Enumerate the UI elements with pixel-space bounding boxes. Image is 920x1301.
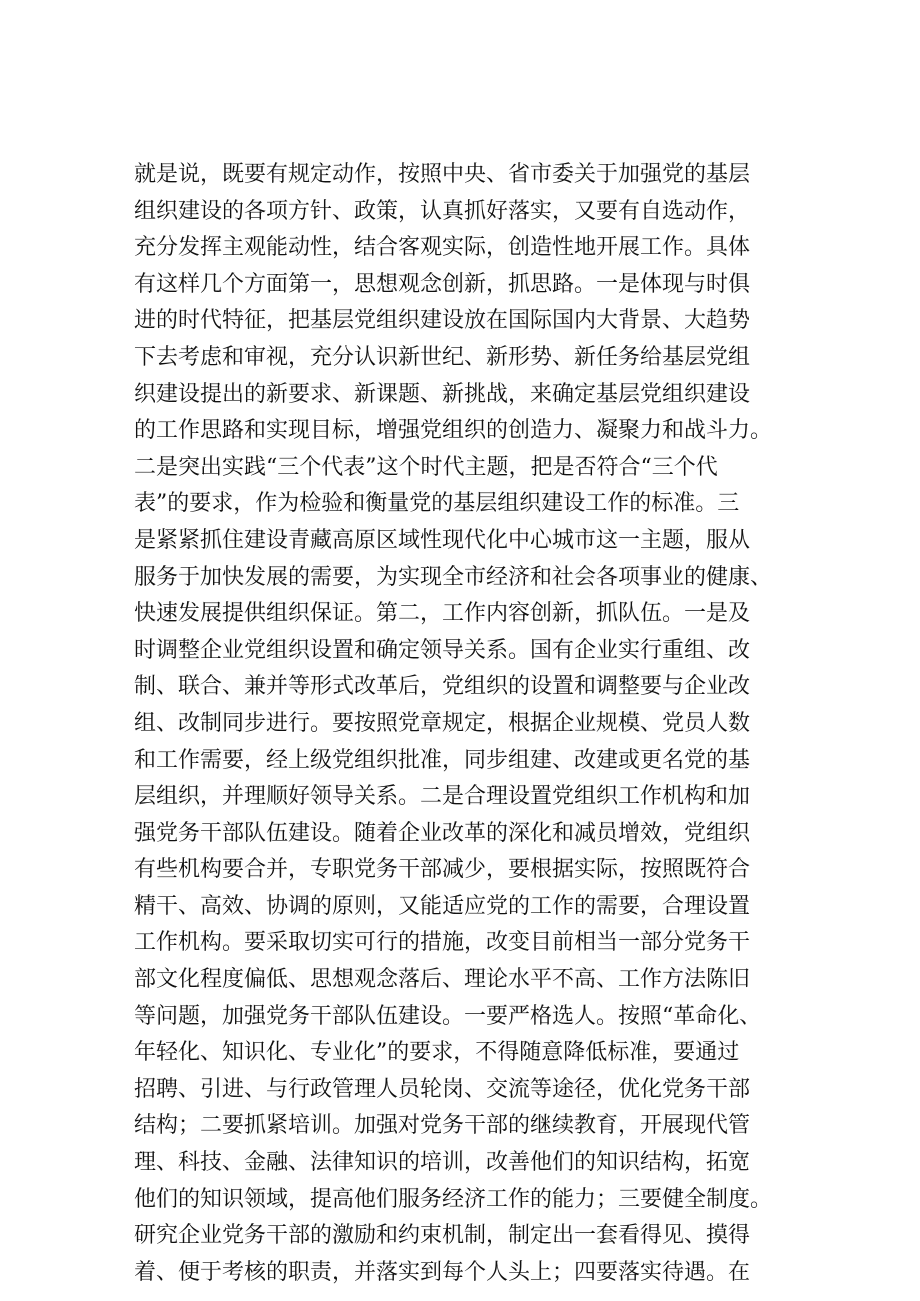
- text-line: 组织建设的各项方针、政策，认真抓好落实，又要有自选动作，: [134, 198, 751, 224]
- text-line: 和工作需要，经上级党组织批准，同步组建、改建或更名党的基: [134, 747, 751, 773]
- body-text: [134, 157, 794, 1291]
- text-line: 二是突出实践“三个代表”这个时代主题，把是否符合“三个代: [134, 454, 718, 480]
- text-line: 精干、高效、协调的原则，又能适应党的工作的需要，合理设置: [134, 893, 751, 919]
- text-line: 制、联合、兼并等形式改革后，党组织的设置和调整要与企业改: [134, 674, 751, 700]
- text-line: 时调整企业党组织设置和确定领导关系。国有企业实行重组、改: [134, 637, 751, 663]
- text-line: 快速发展提供组织保证。第二，工作内容创新，抓队伍。一是及: [134, 601, 751, 627]
- text-line: 是紧紧抓住建设青藏高原区域性现代化中心城市这一主题，服从: [134, 527, 751, 553]
- text-line: 招聘、引进、与行政管理人员轮岗、交流等途径，优化党务干部: [134, 1076, 751, 1102]
- text-line: 充分发挥主观能动性，结合客观实际，创造性地开展工作。具体: [134, 235, 751, 261]
- text-line: 服务于加快发展的需要，为实现全市经济和社会各项事业的健康、: [134, 564, 773, 590]
- text-line: 理、科技、金融、法律知识的培训，改善他们的知识结构，拓宽: [134, 1150, 751, 1176]
- text-line: 表”的要求，作为检验和衡量党的基层组织建设工作的标准。三: [134, 491, 740, 517]
- text-line: 研究企业党务干部的激励和约束机制，制定出一套看得见、摸得: [134, 1223, 751, 1249]
- text-line: 层组织，并理顺好领导关系。二是合理设置党组织工作机构和加: [134, 784, 751, 810]
- text-line: 有些机构要合并，专职党务干部减少，要根据实际，按照既符合: [134, 857, 751, 883]
- text-line: 进的时代特征，把基层党组织建设放在国际国内大背景、大趋势: [134, 308, 751, 334]
- text-line: 工作机构。要采取切实可行的措施，改变目前相当一部分党务干: [134, 930, 751, 956]
- text-line: 组、改制同步进行。要按照党章规定，根据企业规模、党员人数: [134, 710, 751, 736]
- text-line: 的工作思路和实现目标，增强党组织的创造力、凝聚力和战斗力。: [134, 418, 773, 444]
- text-line: 有这样几个方面第一，思想观念创新，抓思路。一是体现与时俱: [134, 271, 751, 297]
- text-line: 下去考虑和审视，充分认识新世纪、新形势、新任务给基层党组: [134, 344, 751, 370]
- text-line: 强党务干部队伍建设。随着企业改革的深化和减员增效，党组织: [134, 820, 751, 846]
- text-line: 结构；二要抓紧培训。加强对党务干部的继续教育，开展现代管: [134, 1113, 751, 1139]
- text-line: 等问题，加强党务干部队伍建设。一要严格选人。按照“革命化、: [134, 1003, 762, 1029]
- text-line: 年轻化、知识化、专业化”的要求，不得随意降低标准，要通过: [134, 1040, 740, 1066]
- text-line: 织建设提出的新要求、新课题、新挑战，来确定基层党组织建设: [134, 381, 751, 407]
- text-line: 着、便于考核的职责，并落实到每个人头上；四要落实待遇。在: [134, 1259, 751, 1285]
- text-line: 就是说，既要有规定动作，按照中央、省市委关于加强党的基层: [134, 162, 751, 187]
- text-line: 他们的知识领域，提高他们服务经济工作的能力；三要健全制度。: [134, 1186, 773, 1212]
- text-line: 部文化程度偏低、思想观念落后、理论水平不高、工作方法陈旧: [134, 967, 751, 993]
